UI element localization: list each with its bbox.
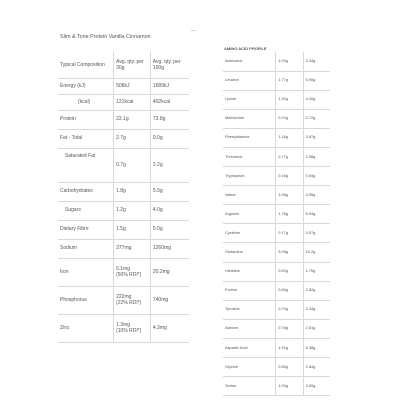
amino-per-100g: 3.55g [303, 186, 330, 205]
product-title: Slim & Tone Protein Vanilla Cinnamon [60, 34, 151, 40]
amino-per-serving: 0.65g [276, 281, 303, 300]
amino-per-100g: 5.90g [303, 71, 330, 90]
per-serving-value: 1.8g [116, 188, 126, 195]
amino-row [223, 319, 330, 338]
amino-row [223, 300, 330, 319]
nutrition-label: Energy (kJ) [58, 78, 114, 94]
amino-row [223, 224, 330, 243]
amino-per-serving: 1.16g [276, 128, 303, 147]
nutrition-label: Sugars [58, 201, 114, 220]
scroll-mark: — [191, 28, 196, 34]
nutrition-per-100g: 402kcal [150, 94, 189, 110]
nutrition-per-100g: 9.0g [150, 129, 189, 148]
nutrition-per-serving [114, 220, 151, 239]
nutrition-header-cell: Typical Composition [58, 52, 114, 78]
per-serving-value: 1.3mg [116, 321, 131, 328]
nutrition-label: Zinc [58, 314, 114, 342]
amino-name: Phenylalanine [223, 128, 276, 147]
amino-per-serving: 1.06g [276, 186, 303, 205]
amino-per-serving: 1.00g [276, 52, 303, 71]
amino-per-serving: 1.09g [276, 377, 303, 396]
nutrition-label: Fat - Total [58, 129, 114, 148]
amino-row [223, 205, 330, 224]
per-serving-value: 508kJ [116, 82, 130, 89]
amino-row [223, 186, 330, 205]
nutrition-label: Iron [58, 258, 114, 286]
amino-per-serving: 3.06g [276, 243, 303, 262]
nutrition-per-100g: 4.0g [150, 201, 189, 220]
amino-name: Tyrosine [223, 300, 276, 319]
nutrition-label: Carbohydrates [58, 182, 114, 201]
amino-per-serving: 1.77g [276, 71, 303, 90]
amino-name: Histidine [223, 262, 276, 281]
nutrition-row [58, 220, 189, 239]
nutrition-header-row [58, 52, 189, 78]
nutrition-per-serving [114, 239, 151, 258]
amino-per-100g: 3.87g [303, 128, 330, 147]
amino-per-serving: 0.78g [276, 319, 303, 338]
nutrition-per-100g: 5.0g [150, 220, 189, 239]
nutrition-per-100g: 4.3mg [150, 314, 189, 342]
nutrition-per-serving [114, 148, 151, 182]
nutrition-per-serving [114, 129, 151, 148]
nutrition-per-serving [114, 182, 151, 201]
amino-per-100g: 2.84g [303, 358, 330, 377]
nutrition-label: Phosphorus [58, 286, 114, 314]
nutrition-per-100g: 2.2g [150, 148, 189, 182]
nutrition-per-serving [114, 201, 151, 220]
amino-name: Lysine [223, 90, 276, 109]
amino-per-100g: 0.57g [303, 224, 330, 243]
nutrition-label: Dietary Fibre [58, 220, 114, 239]
amino-per-serving: 0.17g [276, 224, 303, 243]
amino-per-serving: 0.85g [276, 358, 303, 377]
per-serving-value: 222mg [116, 293, 132, 300]
amino-row [223, 167, 330, 186]
nutrition-per-100g: 1689kJ [150, 78, 189, 94]
nutrition-per-serving [114, 110, 151, 129]
nutrition-label: Protein [58, 110, 114, 129]
amino-row [223, 109, 330, 128]
amino-name: Glutamine [223, 243, 276, 262]
amino-name: Leucine [223, 71, 276, 90]
nutrition-row [58, 78, 189, 94]
amino-per-serving: 0.52g [276, 262, 303, 281]
amino-per-serving: 1.32g [276, 90, 303, 109]
nutrition-row [58, 258, 189, 286]
nutrition-label: Sodium [58, 239, 114, 258]
nutrition-label: Saturated Fat [58, 148, 114, 182]
amino-per-100g: 6.38g [303, 338, 330, 357]
amino-per-100g: 3.34g [303, 52, 330, 71]
amino-per-100g: 2.61g [303, 319, 330, 338]
nutrition-row [58, 148, 189, 182]
per-serving-value: 121kcal [116, 98, 134, 105]
per-serving-value: 377mg [116, 245, 132, 252]
nutrition-row [58, 201, 189, 220]
nutrition-header-cell: Avg. qty. per 30g [114, 52, 151, 78]
amino-per-100g: 3.65g [303, 377, 330, 396]
rdi-note: (50% RDI*) [116, 272, 142, 278]
amino-per-100g: 1.75g [303, 262, 330, 281]
nutrition-per-100g: 1260mg [150, 239, 189, 258]
nutrition-row [58, 182, 189, 201]
nutrition-per-100g: 5.9g [150, 182, 189, 201]
amino-per-serving: 1.78g [276, 205, 303, 224]
nutrition-label: (kcal) [58, 94, 114, 110]
amino-name: Glycine [223, 358, 276, 377]
nutrition-table [58, 52, 189, 343]
amino-row [223, 71, 330, 90]
nutrition-row [58, 239, 189, 258]
amino-name: Proline [223, 281, 276, 300]
amino-per-serving: 0.22g [276, 109, 303, 128]
nutrition-per-serving [114, 286, 151, 314]
per-serving-value: 6.1mg [116, 265, 131, 272]
nutrition-header-cell: Avg. qty. per 100g [150, 52, 189, 78]
nutrition-row [58, 94, 189, 110]
per-serving-value: 22.1g [116, 116, 129, 123]
nutrition-row [58, 110, 189, 129]
nutrition-per-100g: 20.2mg [150, 258, 189, 286]
amino-per-100g: 0.72g [303, 109, 330, 128]
nutrition-per-serving [114, 78, 151, 94]
amino-per-100g: 2.58g [303, 147, 330, 166]
amino-row [223, 281, 330, 300]
amino-row [223, 52, 330, 71]
amino-name: Methionine [223, 109, 276, 128]
nutrition-per-100g: 73.8g [150, 110, 189, 129]
per-serving-value: 1.2g [116, 207, 126, 214]
amino-acid-table [223, 44, 330, 396]
amino-row [223, 338, 330, 357]
amino-per-100g: 4.40g [303, 90, 330, 109]
amino-per-serving: 0.77g [276, 147, 303, 166]
amino-row [223, 377, 330, 396]
amino-name: Alanine [223, 319, 276, 338]
per-serving-value: 2.7g [116, 135, 126, 142]
amino-name: Serine [223, 377, 276, 396]
per-serving-value: 1.5g [116, 226, 126, 233]
amino-name: Tryptophan [223, 167, 276, 186]
amino-name: Threonine [223, 147, 276, 166]
amino-per-100g: 5.94g [303, 205, 330, 224]
nutrition-per-serving [114, 314, 151, 342]
amino-title: AMINO ACID PROFILE [224, 45, 267, 51]
nutrition-per-100g: 740mg [150, 286, 189, 314]
amino-per-100g: 10.2g [303, 243, 330, 262]
amino-name: Arginine [223, 205, 276, 224]
amino-row [223, 262, 330, 281]
per-serving-value: 0.7g [116, 161, 126, 168]
nutrition-row [58, 314, 189, 342]
amino-name: Valine [223, 186, 276, 205]
amino-row [223, 147, 330, 166]
amino-title-row [223, 44, 330, 52]
amino-name: Cysteine [223, 224, 276, 243]
nutrition-per-serving [114, 94, 151, 110]
amino-per-100g: 0.54g [303, 167, 330, 186]
amino-per-serving: 0.70g [276, 300, 303, 319]
amino-row [223, 128, 330, 147]
amino-row [223, 358, 330, 377]
amino-per-serving: 1.91g [276, 338, 303, 357]
amino-row [223, 90, 330, 109]
amino-name: Isoleucine [223, 52, 276, 71]
rdi-note: (22% RDI*) [116, 300, 142, 306]
amino-per-100g: 2.34g [303, 300, 330, 319]
amino-per-100g: 2.82g [303, 281, 330, 300]
nutrition-per-serving [114, 258, 151, 286]
nutrition-row [58, 129, 189, 148]
amino-per-serving: 0.16g [276, 167, 303, 186]
amino-name: Aspartic Acid [223, 338, 276, 357]
amino-row [223, 243, 330, 262]
nutrition-row [58, 286, 189, 314]
rdi-note: (10% RDI*) [116, 328, 142, 334]
